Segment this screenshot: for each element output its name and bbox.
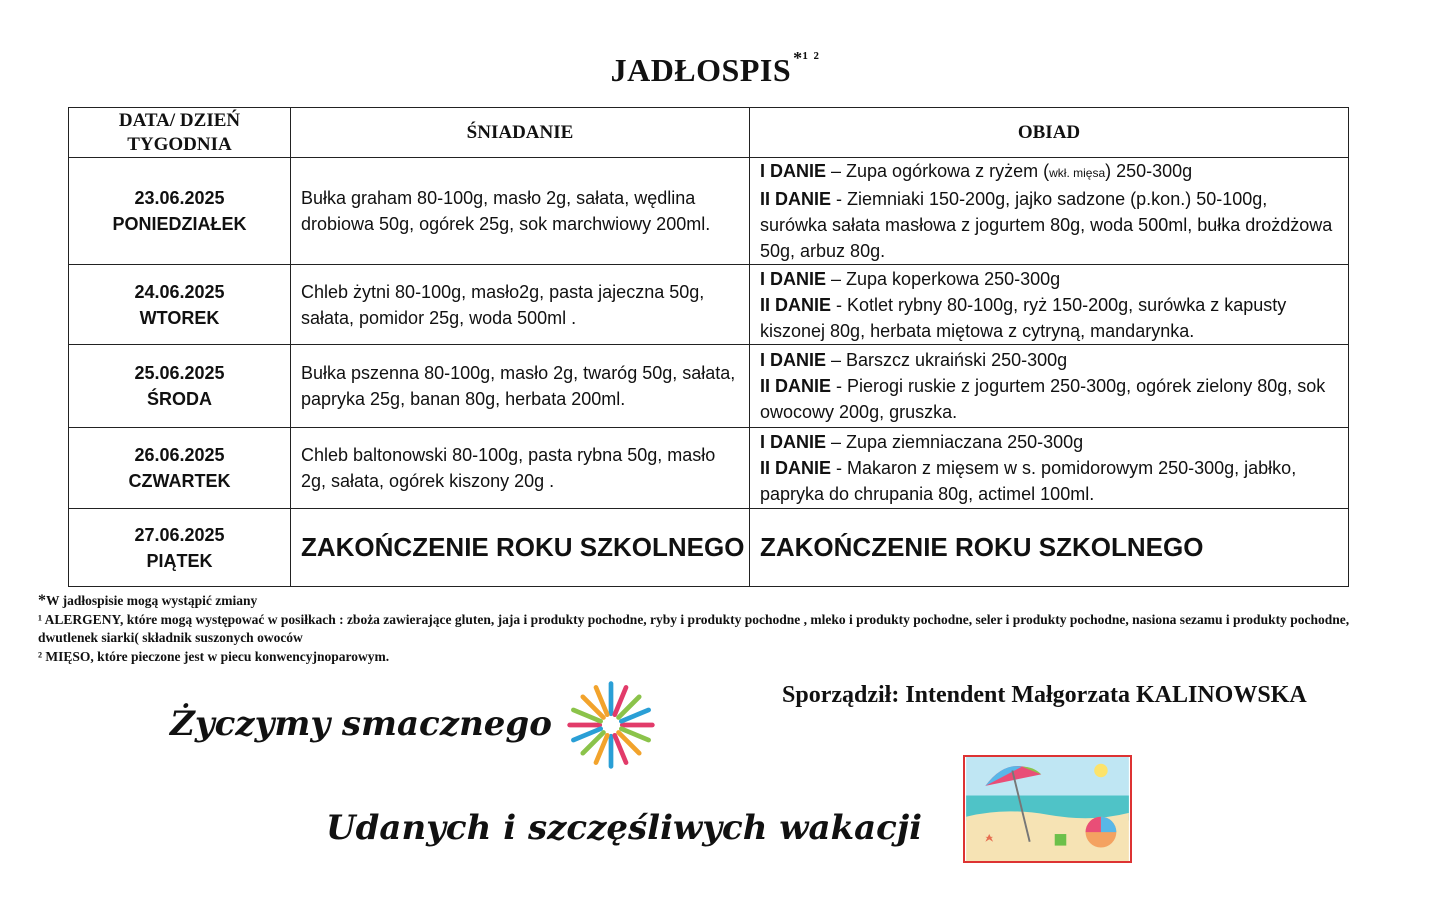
header-breakfast: ŚNIADANIE bbox=[291, 108, 750, 158]
breakfast-cell-end-of-year: ZAKOŃCZENIE ROKU SZKOLNEGO bbox=[291, 509, 750, 587]
note-meat: ² MIĘSO, które pieczone jest w piecu konwencyjnoparowym. bbox=[38, 648, 390, 664]
table-row bbox=[69, 265, 1349, 345]
dinner-cell: I DANIE – Zupa ziemniaczana 250-300g II DANIE - Makaron z mięsem w s. pomidorowym 250-300g, jabłko, papryka do chrupania 80g, actimel 100ml. bbox=[750, 428, 1349, 509]
header-date: DATA/ DZIEŃ TYGODNIA bbox=[69, 108, 291, 158]
cutlery-wheel-icon bbox=[564, 678, 658, 772]
note-changes: W jadłospisie mogą wystąpić zmiany bbox=[46, 593, 258, 608]
table-row bbox=[69, 428, 1349, 509]
breakfast-cell: Chleb baltonowski 80-100g, pasta rybna 50g, masło 2g, sałata, ogórek kiszony 20g . bbox=[291, 428, 750, 509]
breakfast-cell: Chleb żytni 80-100g, masło2g, pasta jajeczna 50g, sałata, pomidor 25g, woda 500ml . bbox=[291, 265, 750, 345]
table-row bbox=[69, 345, 1349, 428]
day-cell: 25.06.2025 ŚRODA bbox=[69, 345, 291, 428]
dinner-cell-end-of-year: ZAKOŃCZENIE ROKU SZKOLNEGO bbox=[750, 509, 1349, 587]
note-allergens: ¹ ALERGENY, które mogą występować w posiłkach : zboża zawierające gluten, jaja i produkty pochodne, ryby i produkty pochodne , mleko i produkty pochodne, seler i produkty pochodne, nasiona sezamu i produkty pochodne, dwutlenek siarki( składnik suszonych owoców bbox=[38, 611, 1350, 645]
dinner-cell: I DANIE – Zupa ogórkowa z ryżem (wkł. mięsa) 250-300g II DANIE - Ziemniaki 150-200g, jajko sadzone (p.kon.) 50-100g, surówka sałata masłowa z jogurtem 80g, woda 500ml, bułka drożdżowa 50g, arbuz 80g. bbox=[750, 158, 1349, 265]
day-cell: 23.06.2025 PONIEDZIAŁEK bbox=[69, 158, 291, 265]
footnotes: *W jadłospisie mogą wystąpić zmiany ¹ ALERGENY, które mogą występować w posiłkach : zboża zawierające gluten, jaja i produkty pochodne, ryby i produkty pochodne , mleko i produkty pochodne, seler i produkty pochodne, nasiona sezamu i produkty pochodne, dwutlenek siarki( składnik suszonych owoców ² MIĘSO, które pieczone jest w piecu konwencyjnoparowym. bbox=[38, 592, 1398, 666]
day-cell: 24.06.2025 WTOREK bbox=[69, 265, 291, 345]
menu-table bbox=[68, 107, 1349, 587]
dinner-cell: I DANIE – Barszcz ukraiński 250-300g II DANIE - Pierogi ruskie z jogurtem 250-300g, ogórek zielony 80g, sok owocowy 200g, gruszka. bbox=[750, 345, 1349, 428]
table-header bbox=[69, 108, 1349, 158]
author-signature: Sporządził: Intendent Małgorzata KALINOWSKA bbox=[782, 682, 1307, 708]
dinner-cell: I DANIE – Zupa koperkowa 250-300g II DANIE - Kotlet rybny 80-100g, ryż 150-200g, surówka z kapusty kiszonej 80g, herbata miętowa z cytryną, mandarynka. bbox=[750, 265, 1349, 345]
page-title: JADŁOSPIS $^{*^1 ^2}$ bbox=[610, 48, 820, 88]
table-row bbox=[69, 158, 1349, 265]
beach-umbrella-illustration bbox=[963, 755, 1132, 863]
breakfast-cell: Bułka pszenna 80-100g, masło 2g, twaróg 50g, sałata, papryka 25g, banan 80g, herbata 200ml. bbox=[291, 345, 750, 428]
wish-holidays: Udanych i szczęśliwych wakacji bbox=[326, 808, 923, 848]
title-marks: *¹ ² bbox=[793, 48, 820, 68]
breakfast-cell: Bułka graham 80-100g, masło 2g, sałata, wędlina drobiowa 50g, ogórek 25g, sok marchwiowy 200ml. bbox=[291, 158, 750, 265]
day-cell: 27.06.2025 PIĄTEK bbox=[69, 509, 291, 587]
table-row bbox=[69, 509, 1349, 587]
header-dinner: OBIAD bbox=[750, 108, 1349, 158]
wish-bon-appetit: Życzymy smacznego bbox=[170, 704, 552, 744]
day-cell: 26.06.2025 CZWARTEK bbox=[69, 428, 291, 509]
